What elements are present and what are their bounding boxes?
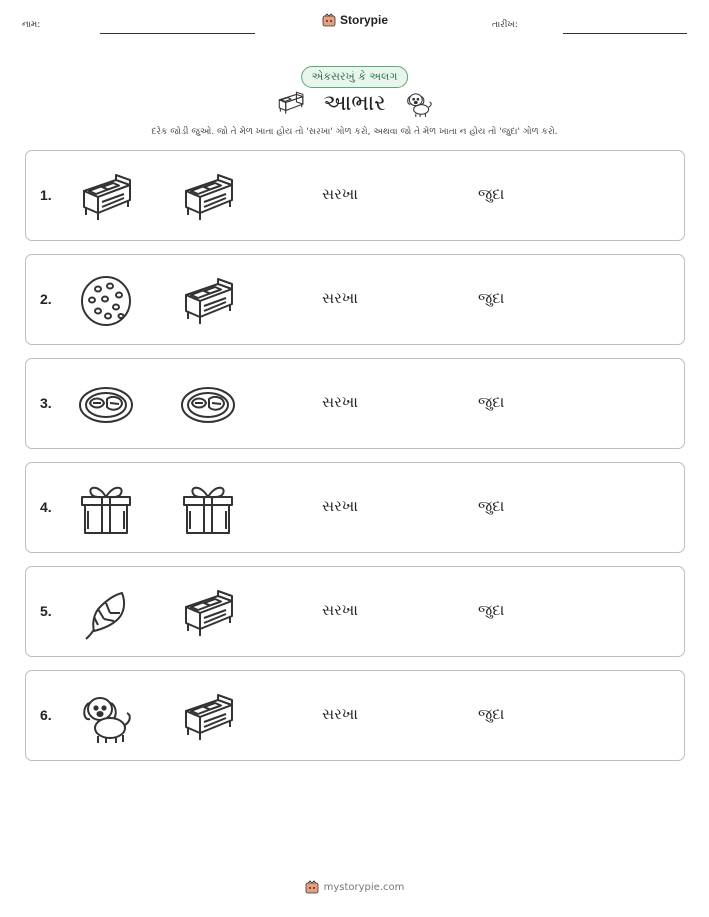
exercise-row — [25, 566, 685, 657]
different-option[interactable]: જુદા — [478, 185, 505, 203]
same-option[interactable]: સરખા — [322, 393, 358, 411]
same-option[interactable]: સરખા — [322, 601, 358, 619]
name-label: નામ: — [22, 20, 41, 30]
leaf-icon — [78, 585, 134, 641]
name-line[interactable] — [100, 33, 255, 34]
bed-icon — [275, 88, 305, 118]
exercise-row — [25, 254, 685, 345]
row-number: 5. — [40, 603, 52, 619]
title-row — [0, 88, 709, 118]
date-label: તારીખ: — [492, 20, 518, 30]
different-option[interactable]: જુદા — [478, 601, 505, 619]
bed-icon — [180, 273, 236, 329]
footer-site[interactable]: mystorypie.com — [323, 881, 405, 893]
exercise-row — [25, 358, 685, 449]
same-option[interactable]: સરખા — [322, 705, 358, 723]
bed-icon — [78, 169, 134, 225]
brand-logo — [322, 13, 388, 27]
row-number: 2. — [40, 291, 52, 307]
row-number: 6. — [40, 707, 52, 723]
different-option[interactable]: જુદા — [478, 497, 505, 515]
brand-name: Storypie — [340, 13, 389, 27]
gift-box-icon — [180, 481, 236, 537]
bed-icon — [180, 585, 236, 641]
row-number: 1. — [40, 187, 52, 203]
food-plate-icon — [180, 377, 236, 433]
gift-box-icon — [78, 481, 134, 537]
puppy-icon — [404, 88, 434, 118]
footer — [0, 880, 709, 894]
exercise-row — [25, 670, 685, 761]
row-number: 3. — [40, 395, 52, 411]
different-option[interactable]: જુદા — [478, 705, 505, 723]
exercise-row — [25, 150, 685, 241]
exercise-list — [25, 150, 685, 774]
storypie-logo-icon — [305, 880, 319, 894]
worksheet-title: આભાર — [323, 90, 386, 116]
different-option[interactable]: જુદા — [478, 393, 505, 411]
same-option[interactable]: સરખા — [322, 497, 358, 515]
food-plate-icon — [78, 377, 134, 433]
bed-icon — [180, 169, 236, 225]
exercise-row — [25, 462, 685, 553]
same-option[interactable]: સરખા — [322, 185, 358, 203]
date-line[interactable] — [563, 33, 687, 34]
row-number: 4. — [40, 499, 52, 515]
activity-badge: એકસરખું કે અલગ — [301, 66, 409, 88]
same-option[interactable]: સરખા — [322, 289, 358, 307]
bed-icon — [180, 689, 236, 745]
puppy-icon — [78, 689, 134, 745]
cookie-icon — [78, 273, 134, 329]
different-option[interactable]: જુદા — [478, 289, 505, 307]
storypie-logo-icon — [322, 13, 336, 27]
instructions: દરેક જોડી જુઓ. જો તે મેળ ખાતા હોય તો 'સરખા' ગોળ કરો, અથવા જો તે મેળ ખાતા ન હોય તો 'જુદા' ગોળ કરો. — [151, 127, 558, 137]
